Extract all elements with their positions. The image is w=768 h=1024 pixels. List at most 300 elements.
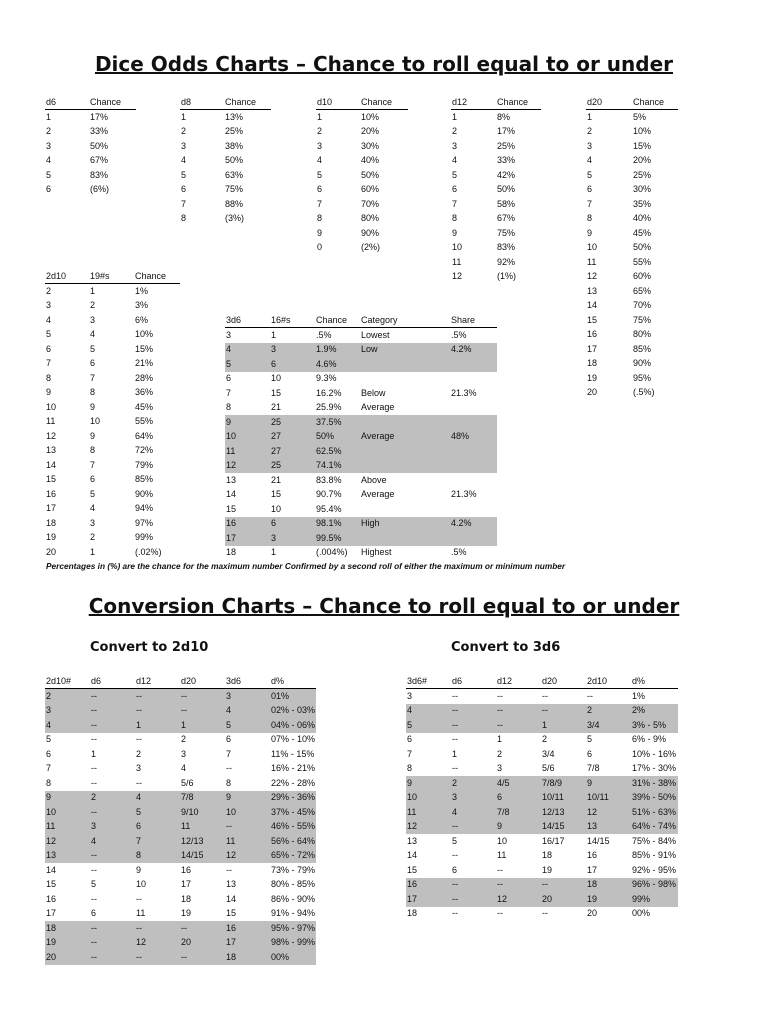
table-row — [406, 907, 678, 922]
table-cell: 2 — [451, 776, 496, 791]
table-cell: 15 — [587, 314, 598, 325]
table-cell: 4 — [225, 704, 270, 719]
table-cell: 12 — [452, 271, 463, 282]
column-header: d8 — [180, 96, 224, 110]
table-cell — [450, 444, 497, 459]
table-row — [406, 733, 678, 748]
table-cell: 90% — [361, 227, 380, 238]
table-cell: -- — [135, 704, 180, 719]
column-header: d20 — [586, 96, 632, 110]
table-cell: 4 — [90, 834, 135, 849]
table-row — [180, 183, 271, 198]
table-cell: 10 — [587, 242, 598, 253]
table-row — [586, 226, 678, 241]
table-cell: 6 — [587, 184, 593, 195]
table-row — [586, 328, 678, 343]
table-cell: 7 — [90, 459, 96, 470]
table-cell: 36% — [135, 387, 154, 398]
table-row — [45, 110, 136, 125]
table-row — [451, 255, 541, 270]
table-cell: 17 — [46, 908, 57, 919]
table-cell: 60% — [633, 271, 652, 282]
table-cell: 20 — [180, 936, 225, 951]
table-cell: -- — [90, 704, 135, 719]
table-cell: 4/5 — [496, 776, 541, 791]
table-cell: 5 — [317, 169, 323, 180]
table-cell: 3/4 — [542, 748, 555, 759]
table-cell: 1 — [90, 546, 96, 557]
table-cell: 6 — [90, 358, 96, 369]
column-header: d6 — [451, 675, 496, 689]
table-cell: 65% - 72% — [270, 849, 316, 864]
table-cell: .5% — [316, 329, 332, 340]
table-row — [180, 168, 271, 183]
table-cell: 13 — [226, 474, 237, 485]
table-row — [45, 473, 180, 488]
header-row — [180, 96, 271, 110]
table-cell — [450, 401, 497, 416]
table-cell — [450, 531, 497, 546]
table-cell: 4 — [90, 503, 96, 514]
table-cell: 7 — [587, 198, 593, 209]
table-cell: 90.7% — [316, 489, 342, 500]
convert-2d10-label: Convert to 2d10 — [90, 640, 209, 655]
table-row — [451, 139, 541, 154]
table-cell: 85% — [633, 343, 652, 354]
table-cell: 25.9% — [316, 402, 342, 413]
header-row — [451, 96, 541, 110]
table-cell: 18 — [586, 878, 631, 893]
table-row — [45, 878, 316, 893]
table-cell: 10 — [497, 835, 508, 846]
table-cell: 21 — [271, 402, 282, 413]
table-row — [45, 531, 180, 546]
table-row — [225, 357, 497, 372]
table-cell: 6 — [91, 908, 97, 919]
table-cell — [450, 357, 497, 372]
table-cell: 2 — [497, 748, 503, 759]
table-cell: 7 — [46, 358, 52, 369]
table-row — [45, 429, 180, 444]
table-cell: 7 — [226, 748, 232, 759]
convert-3d6-table — [406, 675, 678, 921]
table-cell: 10 — [45, 805, 90, 820]
table-row — [586, 183, 678, 198]
table-cell: 1.9% — [315, 343, 360, 358]
column-header: 3d6 — [225, 675, 270, 689]
table-cell: 3 — [90, 517, 96, 528]
convert-3d6-label: Convert to 3d6 — [451, 640, 561, 655]
table-row — [45, 313, 180, 328]
table-cell: 6 — [270, 357, 315, 372]
table-cell: 62.5% — [315, 444, 360, 459]
table-cell: 13 — [407, 835, 418, 846]
table-cell: 12 — [586, 805, 631, 820]
conversion-title: Conversion Charts – Chance to roll equal to or under — [88, 594, 680, 618]
table-cell: 16 — [587, 329, 598, 340]
table-cell: 75% - 84% — [632, 835, 677, 846]
table-cell: 11 — [46, 416, 56, 427]
table-cell: 12 — [45, 834, 90, 849]
table-cell: 18 — [542, 850, 553, 861]
table-cell: 5/6 — [542, 763, 555, 774]
table-cell: 2 — [136, 748, 142, 759]
column-header: d20 — [180, 675, 225, 689]
table-cell: 6% - 9% — [632, 734, 667, 745]
table-cell: 11 — [406, 805, 451, 820]
table-row — [316, 125, 408, 140]
table-cell: 63% — [225, 169, 244, 180]
table-cell: 17 — [406, 892, 451, 907]
table-cell: 2% — [631, 704, 678, 719]
table-cell: 50% — [361, 169, 380, 180]
table-cell: 14 — [46, 459, 57, 470]
table-cell: 8 — [407, 763, 413, 774]
table-cell: -- — [225, 820, 270, 835]
table-cell: 10/11 — [586, 791, 631, 806]
table-cell: 25 — [270, 415, 315, 430]
table-row — [586, 313, 678, 328]
header-row — [45, 270, 180, 284]
table-row — [316, 183, 408, 198]
table-cell: 4 — [45, 718, 90, 733]
table-cell: -- — [541, 878, 586, 893]
table-row — [586, 197, 678, 212]
table-cell: .5% — [451, 329, 467, 340]
table-cell: 17 — [225, 936, 270, 951]
table-row — [180, 110, 271, 125]
table-cell: 80% — [361, 213, 380, 224]
table-cell — [360, 459, 450, 474]
table-cell: 6 — [135, 820, 180, 835]
table-cell: 10 — [90, 416, 101, 427]
table-cell: 5 — [225, 718, 270, 733]
table-row — [451, 110, 541, 125]
table-cell: 9 — [587, 227, 593, 238]
table-cell: 13 — [46, 445, 57, 456]
table-row — [45, 892, 316, 907]
table-cell: 11 — [497, 850, 507, 861]
table-cell: 29% - 36% — [270, 791, 316, 806]
table-cell: 38% — [225, 140, 244, 151]
table-cell: 37% - 45% — [270, 805, 316, 820]
table-row — [45, 863, 316, 878]
table-cell: 10% — [633, 126, 652, 137]
table-row — [406, 892, 678, 907]
column-header: Chance — [632, 96, 678, 110]
table-cell: 19 — [46, 532, 57, 543]
table-cell: 13 — [45, 849, 90, 864]
table-cell: -- — [452, 763, 458, 774]
table-cell: 6 — [270, 517, 315, 532]
table-cell: 79% — [135, 459, 154, 470]
table-cell: 1 — [317, 111, 323, 122]
table-cell: 4.6% — [315, 357, 360, 372]
table-row — [586, 357, 678, 372]
table-cell: 9 — [46, 387, 52, 398]
table-row — [45, 299, 180, 314]
column-header: 3d6# — [406, 675, 451, 689]
table-cell: 5 — [452, 835, 458, 846]
table-cell: 6 — [226, 734, 232, 745]
table-cell: 86% - 90% — [271, 893, 316, 904]
table-cell: -- — [180, 704, 225, 719]
page-title: Dice Odds Charts – Chance to roll equal to or under — [94, 52, 674, 76]
table-cell: 15% — [135, 343, 154, 354]
table-cell: 20 — [46, 546, 57, 557]
column-header: d6 — [90, 675, 135, 689]
header-row — [225, 314, 497, 328]
table-cell: -- — [90, 718, 135, 733]
table-cell: 10 — [452, 242, 463, 253]
table-cell: 3 — [46, 140, 52, 151]
table-cell: High — [360, 517, 450, 532]
table-row — [45, 545, 180, 560]
table-row — [45, 154, 136, 169]
table-cell: 50% — [315, 430, 360, 445]
table-row — [406, 718, 678, 733]
table-cell: 25 — [270, 459, 315, 474]
table-cell: -- — [451, 892, 496, 907]
table-cell: 7 — [90, 372, 96, 383]
table-cell: -- — [90, 936, 135, 951]
table-cell: -- — [497, 690, 503, 701]
table-row — [586, 371, 678, 386]
table-row — [45, 689, 316, 704]
table-cell: 12 — [496, 892, 541, 907]
table-cell: 1 — [271, 547, 277, 558]
table-row — [225, 459, 497, 474]
table-cell: 9.3% — [316, 373, 337, 384]
table-cell: 14/15 — [541, 820, 586, 835]
table-cell: 64% — [135, 430, 154, 441]
table-cell: 18 — [46, 517, 57, 528]
table-cell: 50% — [497, 184, 516, 195]
table-row — [45, 168, 136, 183]
table-cell: 6 — [452, 184, 458, 195]
table-cell: 3 — [451, 791, 496, 806]
table-cell: 21.3% — [451, 387, 477, 398]
percentages-note: Percentages in (%) are the chance for the maximum number Confirmed by a second roll of either the maximum or minimum number — [46, 561, 566, 571]
table-row — [45, 805, 316, 820]
column-header: d10 — [316, 96, 360, 110]
table-cell: 2 — [46, 126, 52, 137]
table-row — [225, 386, 497, 401]
table-cell: 1 — [90, 285, 96, 296]
table-cell: 9 — [406, 776, 451, 791]
table-cell: 27 — [270, 444, 315, 459]
table-cell: 16/17 — [542, 835, 565, 846]
table-cell: -- — [135, 921, 180, 936]
column-header: 16#s — [270, 314, 315, 328]
table-cell: 99% — [135, 532, 154, 543]
table-cell: 15 — [271, 387, 282, 398]
table-row — [586, 342, 678, 357]
table-cell: 13 — [587, 285, 598, 296]
table-cell: 99.5% — [315, 531, 360, 546]
table-cell: 25% — [633, 169, 652, 180]
table-cell: 8 — [135, 849, 180, 864]
table-row — [225, 415, 497, 430]
table-cell: 9/10 — [180, 805, 225, 820]
table-cell: 98% - 99% — [270, 936, 316, 951]
table-row — [451, 197, 541, 212]
table-cell: 7 — [317, 198, 323, 209]
header-row — [45, 675, 316, 689]
table-cell — [450, 502, 497, 517]
table-cell: 92% — [497, 256, 516, 267]
table-row — [586, 255, 678, 270]
table-cell: 88% — [225, 198, 244, 209]
table-row — [45, 516, 180, 531]
table-cell: 15 — [46, 474, 57, 485]
table-row — [586, 139, 678, 154]
table-cell: 4.2% — [450, 517, 497, 532]
table-cell: 9 — [136, 864, 142, 875]
table-cell: 3% - 5% — [631, 718, 678, 733]
table-cell: 14 — [226, 489, 237, 500]
table-cell: 50% — [225, 155, 244, 166]
table-cell: 20% — [361, 126, 380, 137]
d8-table — [180, 96, 271, 226]
column-header: Chance — [224, 96, 271, 110]
table-cell: 15% — [633, 140, 652, 151]
table-row — [451, 183, 541, 198]
table-cell: 8 — [90, 387, 96, 398]
table-cell: 12 — [135, 936, 180, 951]
table-cell: 5 — [135, 805, 180, 820]
2d10-odds-table — [45, 270, 180, 560]
table-cell: 2 — [45, 689, 90, 704]
table-cell: 9 — [90, 401, 96, 412]
table-cell: 6 — [587, 748, 593, 759]
table-cell: -- — [452, 690, 458, 701]
table-cell: -- — [135, 689, 180, 704]
table-row — [180, 125, 271, 140]
table-row — [316, 110, 408, 125]
table-cell: 58% — [497, 198, 516, 209]
table-row — [451, 125, 541, 140]
table-cell: 14 — [226, 893, 237, 904]
table-row — [586, 212, 678, 227]
table-cell: 4 — [406, 704, 451, 719]
table-cell: 6 — [46, 184, 52, 195]
table-cell: 85% — [135, 474, 154, 485]
table-row — [586, 284, 678, 299]
table-cell: 72% — [135, 445, 154, 456]
table-cell: -- — [91, 893, 97, 904]
table-cell: 14 — [46, 864, 57, 875]
table-cell: 11% - 15% — [271, 748, 315, 759]
table-cell: -- — [451, 704, 496, 719]
table-cell: 8 — [46, 777, 52, 788]
table-cell: 18 — [181, 893, 192, 904]
table-row — [45, 342, 180, 357]
table-cell: -- — [90, 849, 135, 864]
table-row — [406, 834, 678, 849]
table-row — [316, 241, 408, 256]
table-cell: -- — [180, 921, 225, 936]
table-cell: 4 — [451, 805, 496, 820]
table-cell: 5 — [91, 879, 97, 890]
table-cell: 00% — [632, 908, 651, 919]
table-cell: 17 — [587, 864, 598, 875]
table-cell: 75% — [633, 314, 652, 325]
table-cell: 18 — [226, 547, 237, 558]
table-row — [316, 197, 408, 212]
table-cell: 5% — [633, 111, 647, 122]
table-cell: -- — [90, 805, 135, 820]
table-cell: 16 — [225, 517, 270, 532]
table-cell: 2 — [46, 285, 52, 296]
table-row — [225, 343, 497, 358]
column-header: 2d10 — [586, 675, 631, 689]
table-cell: Low — [360, 343, 450, 358]
table-cell: 3 — [317, 140, 323, 151]
table-cell: 4 — [317, 155, 323, 166]
table-cell: 1 — [135, 718, 180, 733]
table-cell: 7/8/9 — [541, 776, 586, 791]
table-cell: 40% — [633, 213, 652, 224]
table-cell: 64% - 74% — [631, 820, 678, 835]
table-cell: 14/15 — [180, 849, 225, 864]
table-row — [45, 921, 316, 936]
table-cell: 55% — [633, 256, 652, 267]
table-row — [225, 328, 497, 343]
table-cell: 37.5% — [315, 415, 360, 430]
table-cell: 1 — [587, 111, 593, 122]
table-cell: 2 — [587, 126, 593, 137]
table-cell: 16 — [46, 893, 57, 904]
table-cell: 3 — [136, 763, 142, 774]
table-cell — [450, 459, 497, 474]
table-cell: 3 — [181, 748, 187, 759]
table-cell: 00% — [270, 950, 316, 965]
table-cell: 85% - 91% — [632, 850, 677, 861]
table-cell: 95% - 97% — [270, 921, 316, 936]
table-cell: 6 — [90, 474, 96, 485]
table-row — [406, 805, 678, 820]
table-cell: 8 — [226, 777, 232, 788]
table-row — [225, 531, 497, 546]
table-cell: 3% — [135, 300, 149, 311]
table-row — [45, 950, 316, 965]
table-cell: Highest — [361, 547, 392, 558]
table-cell: -- — [451, 718, 496, 733]
table-cell — [360, 502, 450, 517]
table-cell: 3 — [452, 140, 458, 151]
column-header: d12 — [496, 675, 541, 689]
table-cell: 13 — [226, 879, 237, 890]
table-cell: 16 — [587, 850, 598, 861]
table-row — [45, 747, 316, 762]
table-cell: 74.1% — [315, 459, 360, 474]
table-row — [45, 458, 180, 473]
table-row — [406, 689, 678, 704]
table-row — [45, 487, 180, 502]
table-cell: -- — [180, 689, 225, 704]
table-cell: 11 — [225, 834, 270, 849]
table-row — [45, 718, 316, 733]
table-row — [45, 371, 180, 386]
table-cell: 3 — [90, 314, 96, 325]
table-cell: -- — [496, 718, 541, 733]
table-cell: 10/11 — [541, 791, 586, 806]
table-cell: 6 — [226, 373, 232, 384]
table-row — [45, 907, 316, 922]
table-cell: 73% - 79% — [271, 864, 316, 875]
table-cell: 4 — [46, 314, 52, 325]
